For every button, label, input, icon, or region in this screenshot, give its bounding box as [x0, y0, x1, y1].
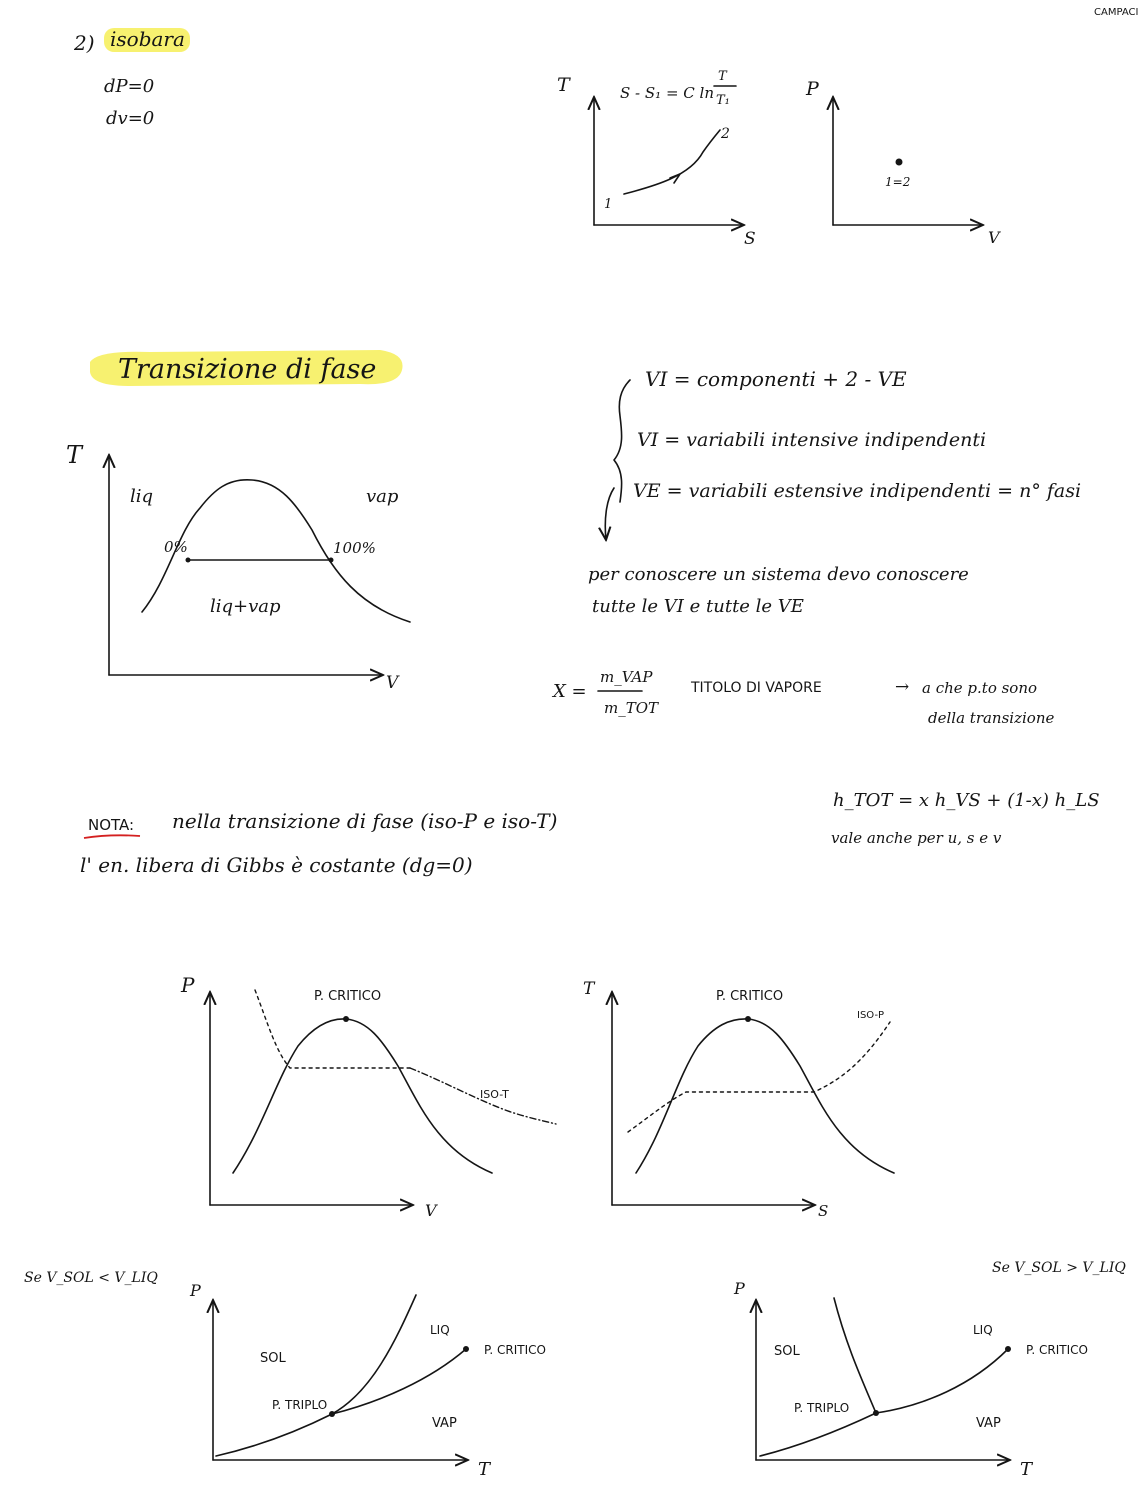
state-point [896, 159, 903, 166]
solid-region-label: SOL [260, 1351, 286, 1366]
y-axis-label: P [181, 973, 195, 997]
y-axis-label: T [557, 74, 570, 96]
x-axis-label: S [744, 229, 756, 249]
phase-transition-heading: Transizione di fase [118, 354, 377, 385]
nota-underline [84, 835, 140, 838]
curly-brace [614, 380, 630, 502]
y-axis-label: P [190, 1281, 201, 1300]
solid-region-label: SOL [774, 1344, 800, 1359]
critical-point-label: P. CRITICO [484, 1343, 546, 1357]
isobara-heading: isobara [110, 27, 185, 51]
y-axis-label: T [583, 979, 595, 999]
ts-dome-chart [583, 979, 894, 1220]
melting-curve [834, 1298, 876, 1413]
isobar-curve [624, 130, 720, 194]
triple-point [873, 1410, 879, 1416]
tie-line-end [329, 558, 334, 563]
nota-label: NOTA: [88, 816, 135, 834]
sublimation-curve [760, 1413, 876, 1456]
vi-definition: VI = variabili intensive indipendenti [637, 429, 987, 451]
triple-point-label: P. TRIPLO [794, 1401, 850, 1415]
liquid-region-label: LIQ [430, 1323, 450, 1337]
variables-block [588, 367, 1081, 617]
triple-point [329, 1411, 335, 1417]
x-axis-label: V [988, 228, 1000, 247]
mixture-label: liq+vap [210, 596, 281, 617]
quality-desc-line1: a che p.to sono [922, 679, 1038, 697]
quality-desc-line2: della transizione [928, 709, 1055, 727]
section-number: 2) [74, 31, 95, 55]
enthalpy-formula: h_TOT = x h_VS + (1-x) h_LS [833, 790, 1100, 811]
ts-isobar-chart [557, 69, 756, 249]
saturation-dome [636, 1019, 894, 1173]
critical-point [745, 1016, 751, 1022]
enthalpy-block [831, 790, 1100, 847]
isotherm-label: ISO-T [480, 1088, 509, 1101]
quality-denominator: m_TOT [604, 699, 659, 717]
isobar-line [628, 1022, 890, 1132]
phase-diagram-right [733, 1260, 1126, 1480]
pv-dome-chart [180, 973, 556, 1220]
isobara-section [73, 27, 190, 129]
vaporization-curve [332, 1349, 466, 1414]
isobara-eq-dv: dv=0 [106, 108, 155, 129]
vapor-region-label: vap [366, 486, 399, 507]
know-system-line: per conoscere un sistema devo conoscere [588, 564, 969, 585]
quality-numerator: m_VAP [600, 668, 653, 686]
vapor-region-label: VAP [976, 1416, 1001, 1431]
author-tag: CAMPACI [1094, 7, 1139, 18]
vapor-quality-label: TITOLO DI VAPORE [691, 680, 822, 696]
know-vi-ve-line: tutte le VI e tutte le VE [592, 596, 804, 617]
critical-point-label: P. CRITICO [314, 989, 382, 1004]
formula-denominator: T₁ [716, 93, 730, 108]
pv-isobar-chart [805, 78, 1001, 247]
point-1-label: 1 [604, 197, 613, 212]
y-axis-label: T [66, 441, 83, 469]
isobar-label: ISO-P [857, 1010, 885, 1021]
critical-point-label: P. CRITICO [716, 989, 784, 1004]
vaporization-curve [876, 1349, 1008, 1413]
sublimation-curve [216, 1414, 332, 1456]
critical-point [343, 1016, 349, 1022]
liquid-region-label: liq [130, 486, 154, 507]
hundred-percent-label: 100% [333, 539, 376, 557]
state-point-label: 1=2 [885, 175, 911, 189]
implication-arrow [605, 488, 614, 540]
nota-line1: nella transizione di fase (iso-P e iso-T) [172, 809, 558, 833]
vapor-region-label: VAP [432, 1416, 457, 1431]
liquid-region-label: LIQ [973, 1323, 993, 1337]
enthalpy-note: vale anche per u, s e v [831, 829, 1002, 847]
zero-percent-label: 0% [164, 538, 188, 556]
x-axis-label: S [818, 1202, 829, 1220]
x-axis-label: T [478, 1459, 491, 1480]
entropy-formula: S - S₁ = C ln [620, 84, 714, 102]
triple-point-label: P. TRIPLO [272, 1398, 328, 1412]
critical-point [463, 1346, 469, 1352]
nota-block [80, 809, 557, 877]
saturation-dome [233, 1019, 492, 1173]
volume-condition: Se V_SOL < V_LIQ [24, 1270, 158, 1286]
volume-condition: Se V_SOL > V_LIQ [992, 1260, 1126, 1276]
formula-numerator: T [718, 69, 727, 84]
quality-arrow: → [895, 677, 910, 697]
nota-line2: l' en. libera di Gibbs è costante (dg=0) [80, 853, 473, 877]
phase-transition-section [66, 350, 410, 693]
x-axis-label: V [425, 1201, 437, 1220]
point-2-label: 2 [721, 126, 730, 142]
x-axis-label: T [1020, 1459, 1033, 1480]
isobara-eq-dp: dP=0 [104, 76, 155, 97]
x-axis-label: V [386, 673, 399, 693]
quality-symbol: X = [553, 681, 587, 702]
critical-point [1005, 1346, 1011, 1352]
melting-curve [332, 1295, 416, 1414]
ve-definition: VE = variabili estensive indipendenti = n° fasi [633, 480, 1082, 502]
phase-diagram-left [24, 1270, 546, 1480]
y-axis-label: P [734, 1279, 745, 1298]
tie-line-start [186, 558, 191, 563]
gibbs-phase-rule: VI = componenti + 2 - VE [645, 367, 907, 391]
critical-point-label: P. CRITICO [1026, 1343, 1088, 1357]
vapor-quality-block [551, 668, 1054, 727]
y-axis-label: P [806, 78, 819, 100]
